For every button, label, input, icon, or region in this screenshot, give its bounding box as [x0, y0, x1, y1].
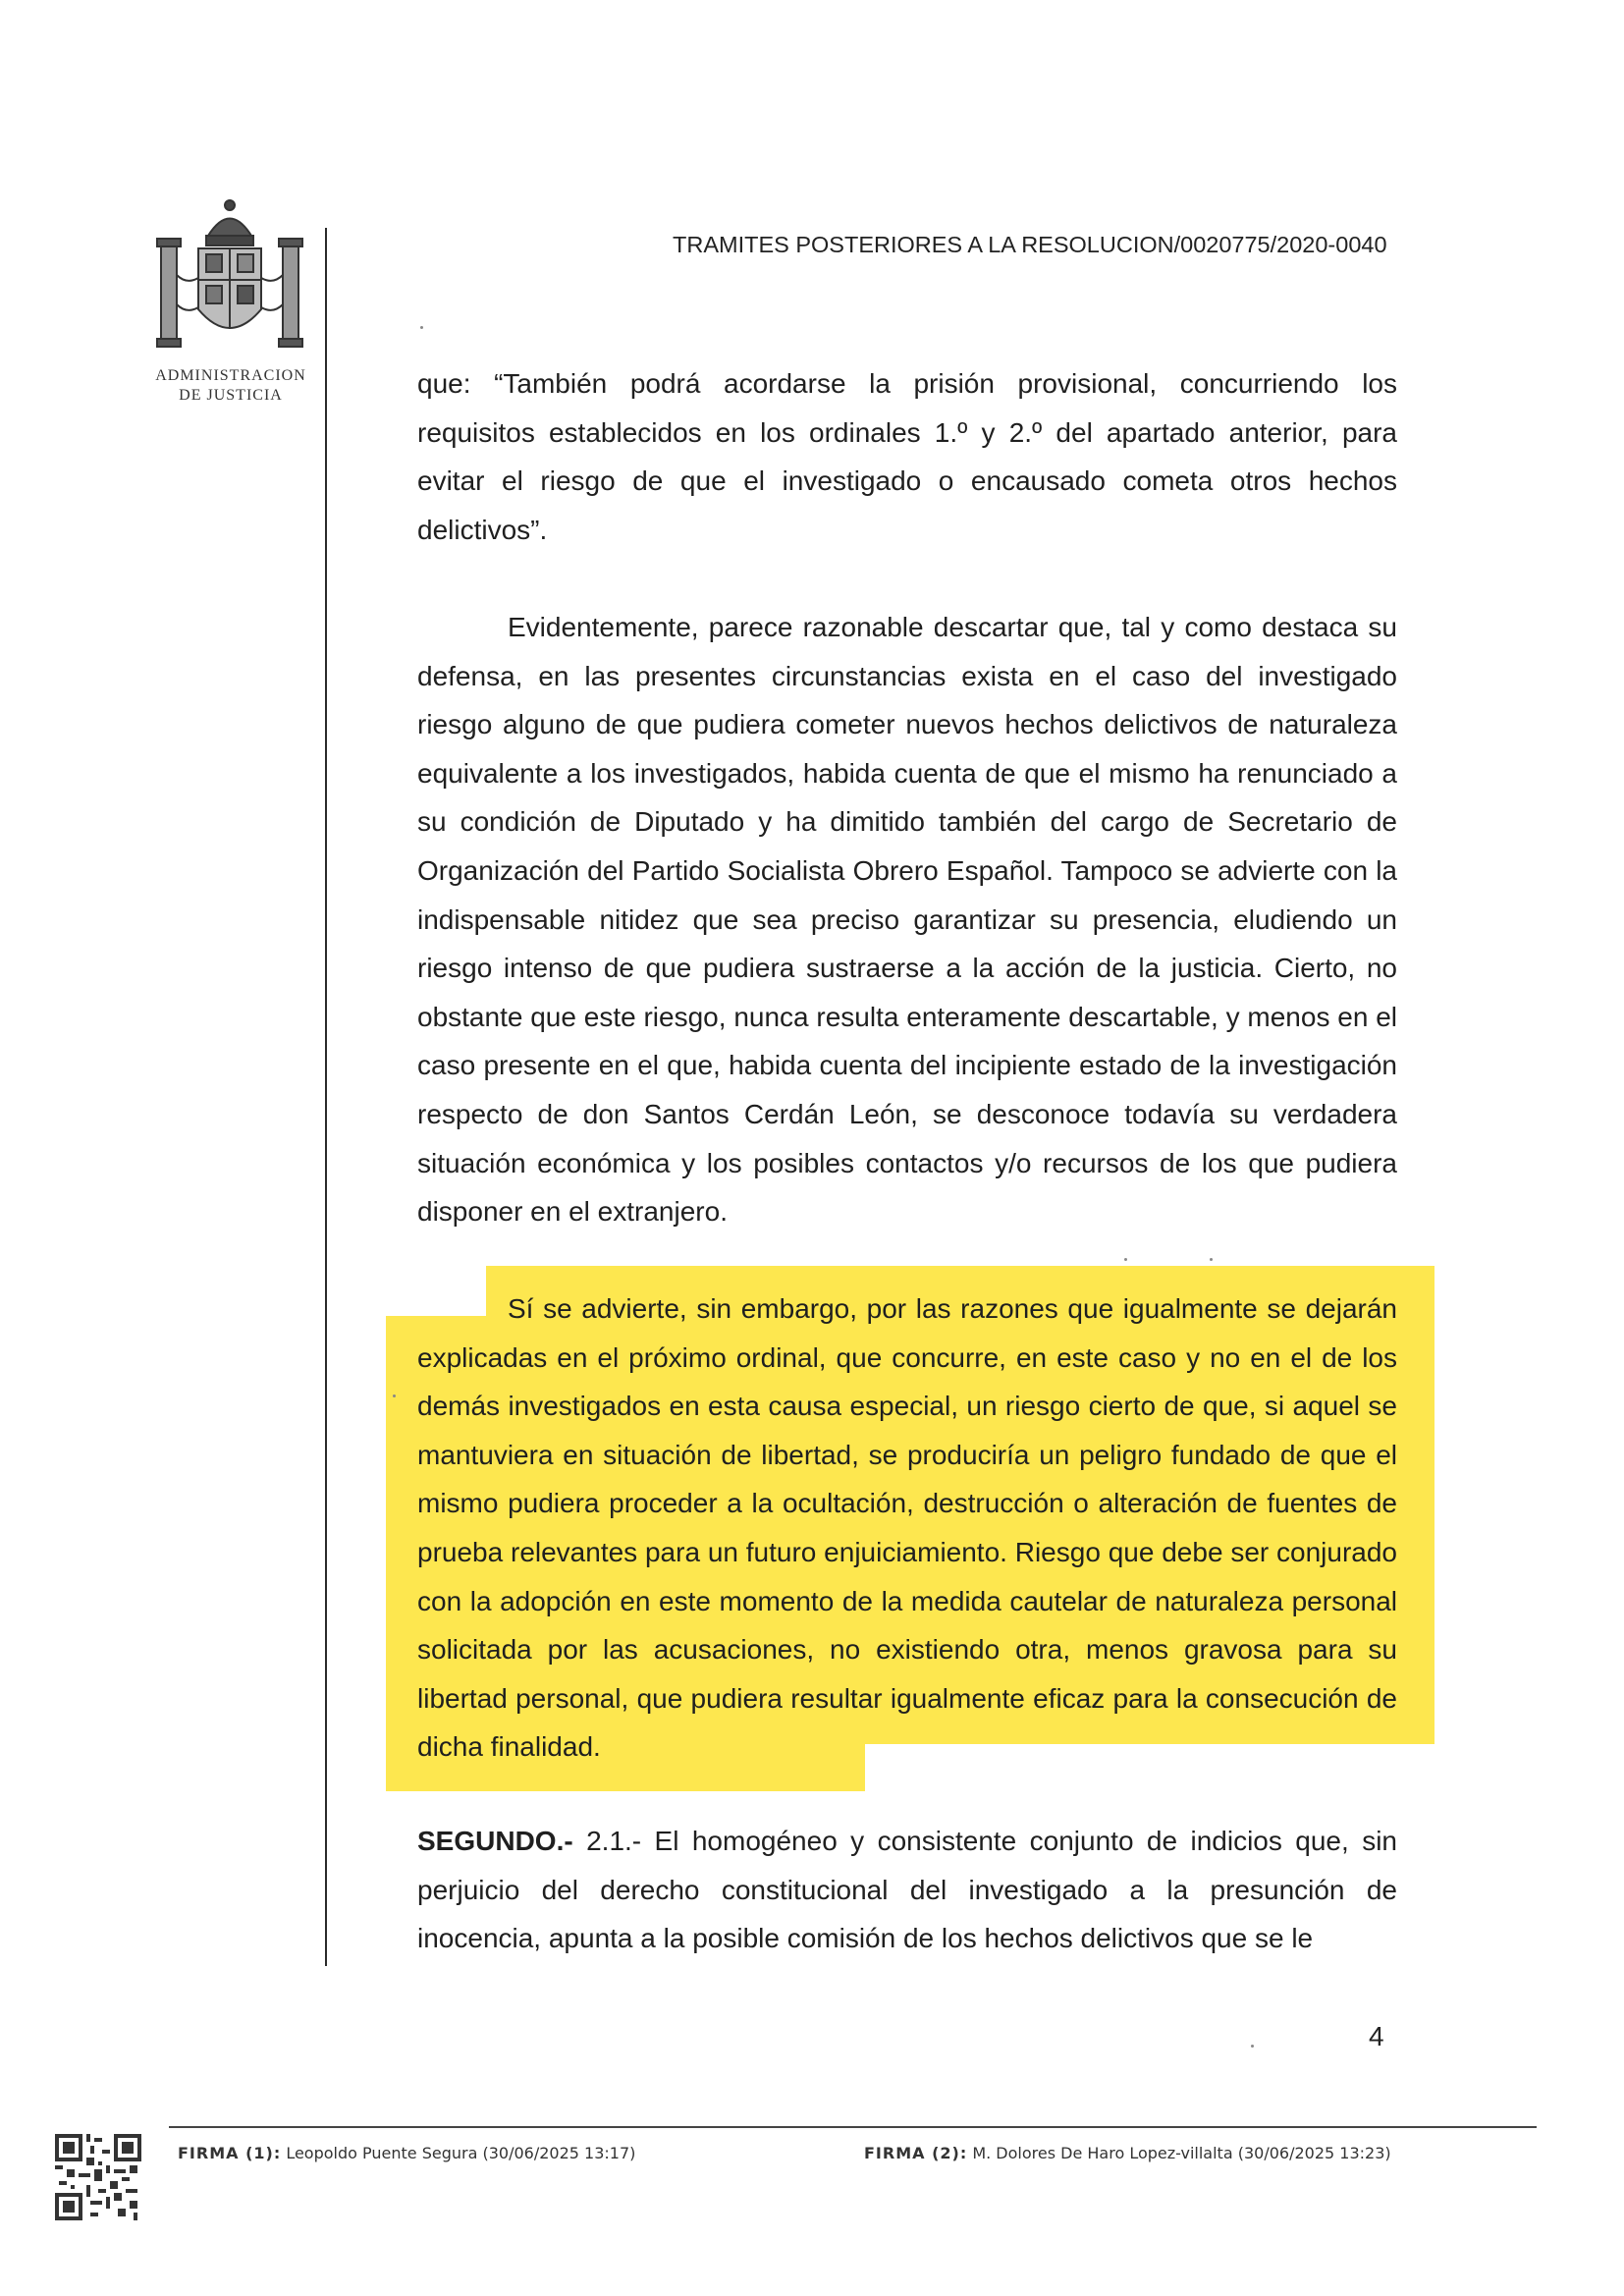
document-reference: TRAMITES POSTERIORES A LA RESOLUCION/0020775/2020-0040 [673, 232, 1387, 257]
section-heading: SEGUNDO.- [417, 1826, 573, 1856]
document-body-3 [417, 1285, 1397, 1772]
scan-speck [1124, 1258, 1127, 1261]
signature-2-value: M. Dolores De Haro Lopez-villalta (30/06/2025 13:23) [972, 2144, 1391, 2162]
paragraph-quote: que: “También podrá acordarse la prisión provisional, concurriendo los requisitos establecidos en los ordinales 1.º y 2.º del apartado anterior, para evitar el riesgo de que el investigado o encausado cometa otros hechos delictivos”. [417, 368, 1397, 545]
paragraph-segundo [417, 1817, 1397, 1963]
margin-divider [325, 228, 327, 1966]
paragraph-segundo-text: 2.1.- El homogéneo y consistente conjunto de indicios que, sin perjuicio del derecho constitucional del investigado a la presunción de inocencia, apunta a la posible comisión de los hechos delictivos que se le [417, 1826, 1397, 1954]
institution-line1: ADMINISTRACION [155, 367, 306, 384]
signature-1-value: Leopoldo Puente Segura (30/06/2025 13:17) [286, 2144, 636, 2162]
scan-speck [1251, 2045, 1254, 2048]
qr-code-icon [55, 2134, 141, 2220]
signature-1 [178, 2144, 635, 2162]
spain-coat-of-arms-icon [147, 191, 312, 363]
paragraph-risk-assessment: Evidentemente, parece razonable descartar que, tal y como destaca su defensa, en las presentes circunstancias exista en el caso del investigado riesgo alguno de que pudiera cometer nuevos hechos delictivos de naturaleza equivalente a los investigados, habida cuenta de que el mismo ha renunciado a su condición de Diputado y ha dimitido también del cargo de Secretario de Organización del Partido Socialista Obrero Español. Tampoco se advierte con la indispensable nitidez que sea preciso garantizar su presencia, eludiendo un riesgo intenso de que pudiera sustraerse a la acción de la justicia. Cierto, no obstante que este riesgo, nunca resulta enteramente descartable, y menos en el caso presente en el que, habida cuenta del incipiente estado de la investigación respecto de don Santos Cerdán León, se desconoce todavía su verdadera situación económica y los posibles contactos y/o recursos de los que pudiera disponer en el extranjero. [417, 612, 1397, 1228]
page-number: 4 [1369, 2021, 1384, 2051]
signature-2-label: FIRMA (2): [864, 2144, 968, 2162]
paragraph-highlighted: Sí se advierte, sin embargo, por las razones que igualmente se dejarán explicadas en el próximo ordinal, que concurre, en este caso y no en el de los demás investigados en esta causa especial, un riesgo cierto de que, si aquel se mantuviera en situación de libertad, se produciría un peligro fundado de que el mismo pudiera proceder a la ocultación, destrucción o alteración de fuentes de prueba relevantes para un futuro enjuiciamiento. Riesgo que debe ser conjurado con la adopción en este momento de la medida cautelar de naturaleza personal solicitada por las acusaciones, no existiendo otra, menos gravosa para su libertad personal, que pudiera resultar igualmente eficaz para la consecución de dicha finalidad. [417, 1293, 1397, 1763]
signature-1-label: FIRMA (1): [178, 2144, 282, 2162]
document-body-4 [417, 1817, 1397, 1963]
document-body-2 [417, 603, 1397, 1236]
scan-speck [420, 326, 423, 329]
institution-name [147, 366, 314, 406]
scan-speck [1210, 1258, 1213, 1261]
signature-2 [864, 2144, 1391, 2162]
document-body [417, 359, 1397, 554]
footer-divider [169, 2126, 1537, 2128]
institution-line2: DE JUSTICIA [179, 387, 283, 404]
scan-speck [393, 1394, 396, 1397]
